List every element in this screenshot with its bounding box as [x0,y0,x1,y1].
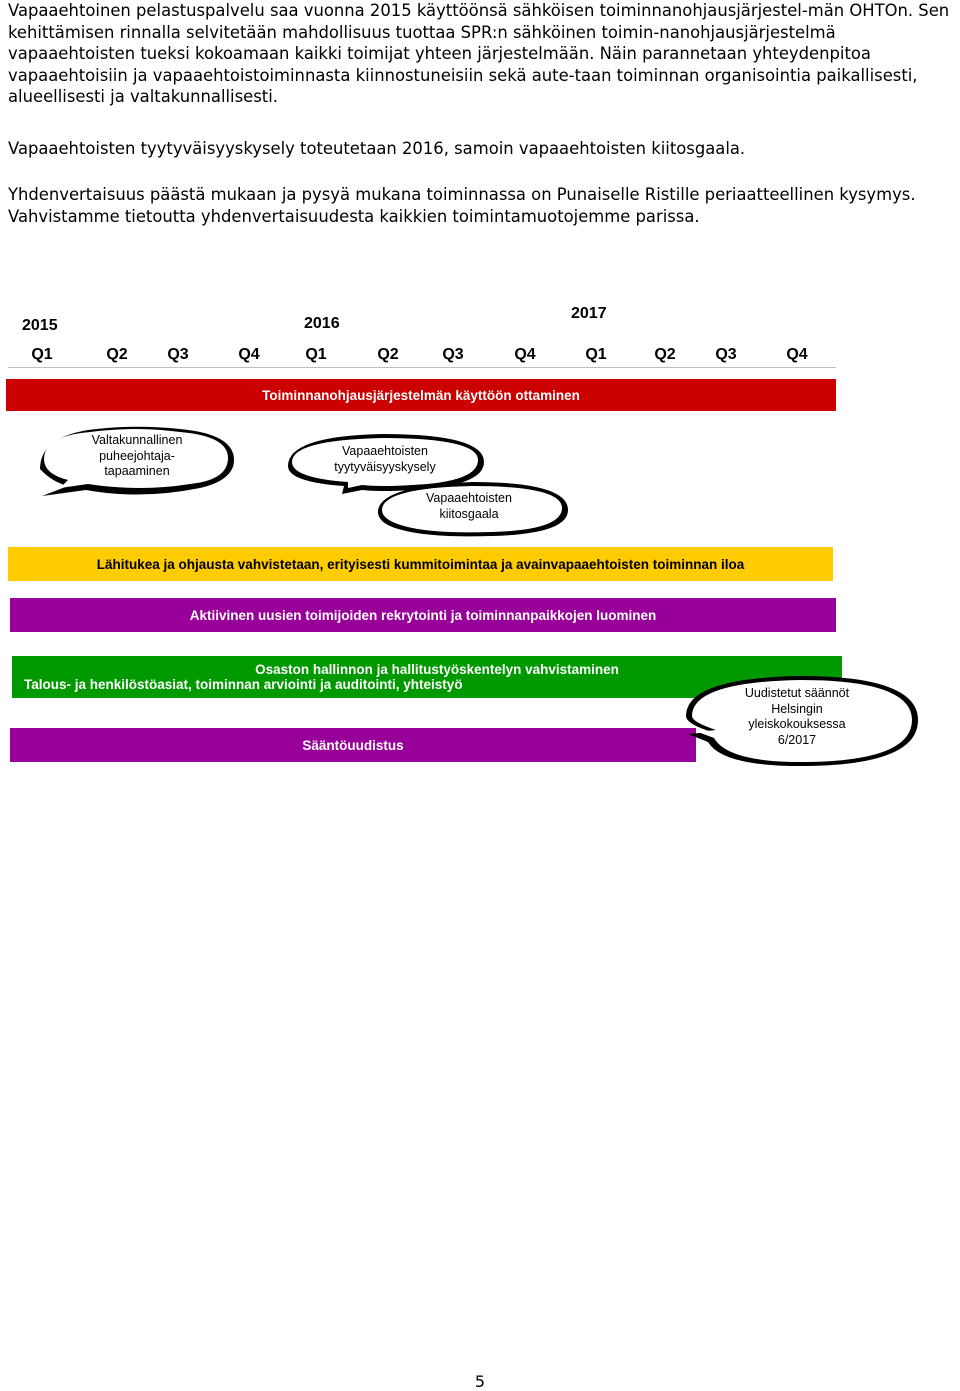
quarter-label: Q4 [238,346,260,363]
timeline-bar-local-support [8,547,833,581]
bar-label: Talous- ja henkilöstöasiat, toiminnan arviointi ja auditointi, yhteistyö [24,677,463,692]
timeline-axis-line [8,367,836,368]
year-label-2015: 2015 [22,317,58,334]
bubble-text-satisfaction-survey: Vapaaehtoisten tyytyväisyyskysely [334,444,436,474]
bar-label: Lähitukea ja ohjausta vahvistetaan, erityisesti kummitoimintaa ja avainvapaaehtoisten toiminnan iloa [96,556,745,572]
bubble-text-new-rules: Uudistetut säännöt Helsingin yleiskokouksessa 6/2017 [744,686,850,747]
bubble-text-thanks-gala: Vapaaehtoisten kiitosgaala [426,491,512,521]
timeline-bar-ohto [6,379,836,411]
quarter-label: Q3 [715,346,737,363]
quarter-label: Q4 [786,346,808,363]
survey-paragraph: Vapaaehtoisten tyytyväisyyskysely toteutetaan 2016, samoin vapaaehtoisten kiitosgaala. [8,139,746,158]
quarter-label: Q4 [514,346,536,363]
equality-paragraph: Yhdenvertaisuus päästä mukaan ja pysyä mukana toiminnassa on Punaiselle Ristille periaatteellinen kysymys. Vahvistamme tietoutta yhdenvertaisuudesta kaikkien toimintamuotojemme parissa. [8,185,916,226]
year-label-2017: 2017 [571,305,607,322]
quarter-label: Q2 [377,346,399,363]
timeline-bar-recruitment [10,598,836,632]
quarter-label: Q3 [167,346,189,363]
bar-label: Toiminnanohjausjärjestelmän käyttöön ottaminen [262,387,580,403]
timeline-bar-rules-reform [10,728,696,762]
bar-label: Osaston hallinnon ja hallitustyöskentelyn vahvistaminen [255,662,619,677]
year-label-2016: 2016 [304,315,340,332]
quarter-label: Q1 [585,346,607,363]
intro-paragraph: Vapaaehtoinen pelastuspalvelu saa vuonna 2015 käyttöönsä sähköisen toiminnanohjausjärjestel-män OHTOn. Sen kehittämisen rinnalla selvitetään mahdollisuus tuottaa SPR:n sähköinen toimin-nanohjausjärjestelmä vapaaehtoisten tueksi kokoamaan kaikki toimijat yhteen järjestelmään. Näin parannetaan yhteydenpitoa vapaaehtoisiin ja vapaaehtoistoiminnasta kiinnostuneisiin sekä aute-taan toiminnan organisointia paikallisesti, alueellisesti ja valtakunnallisesti. [8,1,950,106]
quarter-label: Q3 [442,346,464,363]
bar-label: Sääntöuudistus [302,737,404,753]
quarter-label: Q2 [106,346,128,363]
page-number: 5 [474,1372,486,1391]
bubble-text-chairs-meeting: Valtakunnallinen puheejohtaja- tapaaminen [91,433,183,478]
quarter-label: Q1 [305,346,327,363]
quarter-label: Q1 [31,346,53,363]
bar-label: Aktiivinen uusien toimijoiden rekrytointi ja toiminnanpaikkojen luominen [189,607,657,623]
quarter-label: Q2 [654,346,676,363]
